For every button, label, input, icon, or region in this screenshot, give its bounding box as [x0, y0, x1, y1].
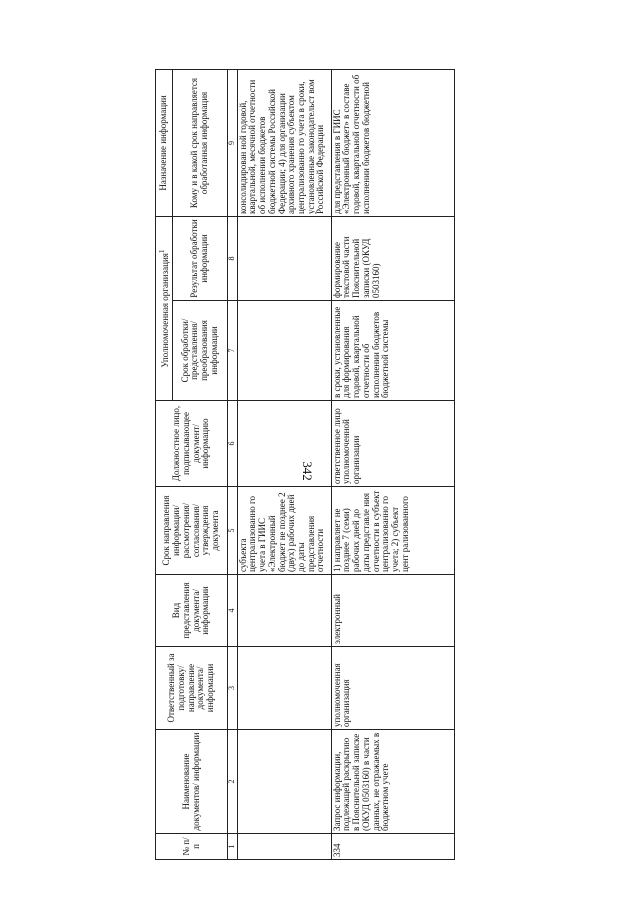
table-row — [237, 70, 331, 860]
column-number: 5 — [228, 487, 238, 575]
table-cell — [237, 217, 331, 301]
column-number: 4 — [228, 575, 238, 647]
table-cell: формирование текстовой части Пояснительной записки (ОКУД 0503160) — [331, 217, 454, 301]
table-row — [331, 70, 454, 860]
table-cell: 1) направляет не позднее 7 (семи) рабочих дней до даты представле ния отчетности в субъект централизованно го учета; 2) субъект цент рализованного — [331, 487, 454, 575]
table-cell: консолидирован ной годовой, квартальной, месячной отчетности об исполнении бюджетов бюджетной системы Российской Федерации; 4) для организации архивного хранения субъектом централизованно го учета в сроки, установленные законодательст вом Российской Федерации — [237, 70, 331, 217]
table-cell: уполномоченная организация — [331, 647, 454, 730]
table-cell: ответственное лицо уполномоченной организации — [331, 401, 454, 487]
header-responsible: Ответственный за подготовку/ направление документа/ информации — [156, 647, 228, 730]
page-number: 342 — [300, 461, 315, 481]
footnote-mark: 1 — [156, 249, 166, 254]
header-deadline: Срок направления информации/ рассмотрения/ согласования/ утверждения документа — [156, 487, 228, 575]
column-number: 3 — [228, 647, 238, 730]
table-cell — [237, 730, 331, 834]
data-table — [155, 69, 455, 860]
column-number: 1 — [228, 834, 238, 860]
table-cell: Запрос информации, подлежащей раскрытию в Пояснительной записке (ОКУД 0503160) в части данных, не отражаемых в бюджетном учете — [331, 730, 454, 834]
header-authorized-organization: Уполномоченная организация$^1$ — [156, 217, 173, 401]
table-cell — [237, 647, 331, 730]
header-submission-type: Вид представления документа/ информации — [156, 575, 228, 647]
column-number: 6 — [228, 401, 238, 487]
header-processing-deadline: Срок обработки/ представления/ преобразования информации — [173, 301, 228, 401]
table-cell: 334 — [331, 834, 454, 860]
header-number: № п/п — [156, 834, 228, 860]
table-cell — [237, 834, 331, 860]
header-recipient: Кому и в какой срок направляется обработанная информация — [173, 70, 228, 217]
column-number: 8 — [228, 217, 238, 301]
header-processing-result: Результат обработки информации — [173, 217, 228, 301]
header-document-name: Наименование документов/ информации — [156, 730, 228, 834]
table-cell: субъекта централизованно го учета в ГИИС «Электронный бюджет не позднее 2 (двух) рабочих дней до даты представления отчетности — [237, 487, 331, 575]
table-cell: в сроки, установленные для формирования годовой, квартальной отчетности об исполнении бюджетов бюджетной системы — [331, 301, 454, 401]
table-cell — [237, 301, 331, 401]
rotated-document-table — [155, 70, 455, 860]
header-purpose: Назначение информации — [156, 70, 173, 217]
column-number: 9 — [228, 70, 238, 217]
table-cell — [237, 401, 331, 487]
header-signing-official: Должностное лицо, подписывающее документ/ информацию — [156, 401, 228, 487]
table-cell: электронный — [331, 575, 454, 647]
column-number: 2 — [228, 730, 238, 834]
column-number: 7 — [228, 301, 238, 401]
table-cell — [237, 575, 331, 647]
table-cell: для представления в ГИИС «Электронный бюджет» в составе годовой, квартальной отчетности об исполнении бюджетов бюджетной — [331, 70, 454, 217]
